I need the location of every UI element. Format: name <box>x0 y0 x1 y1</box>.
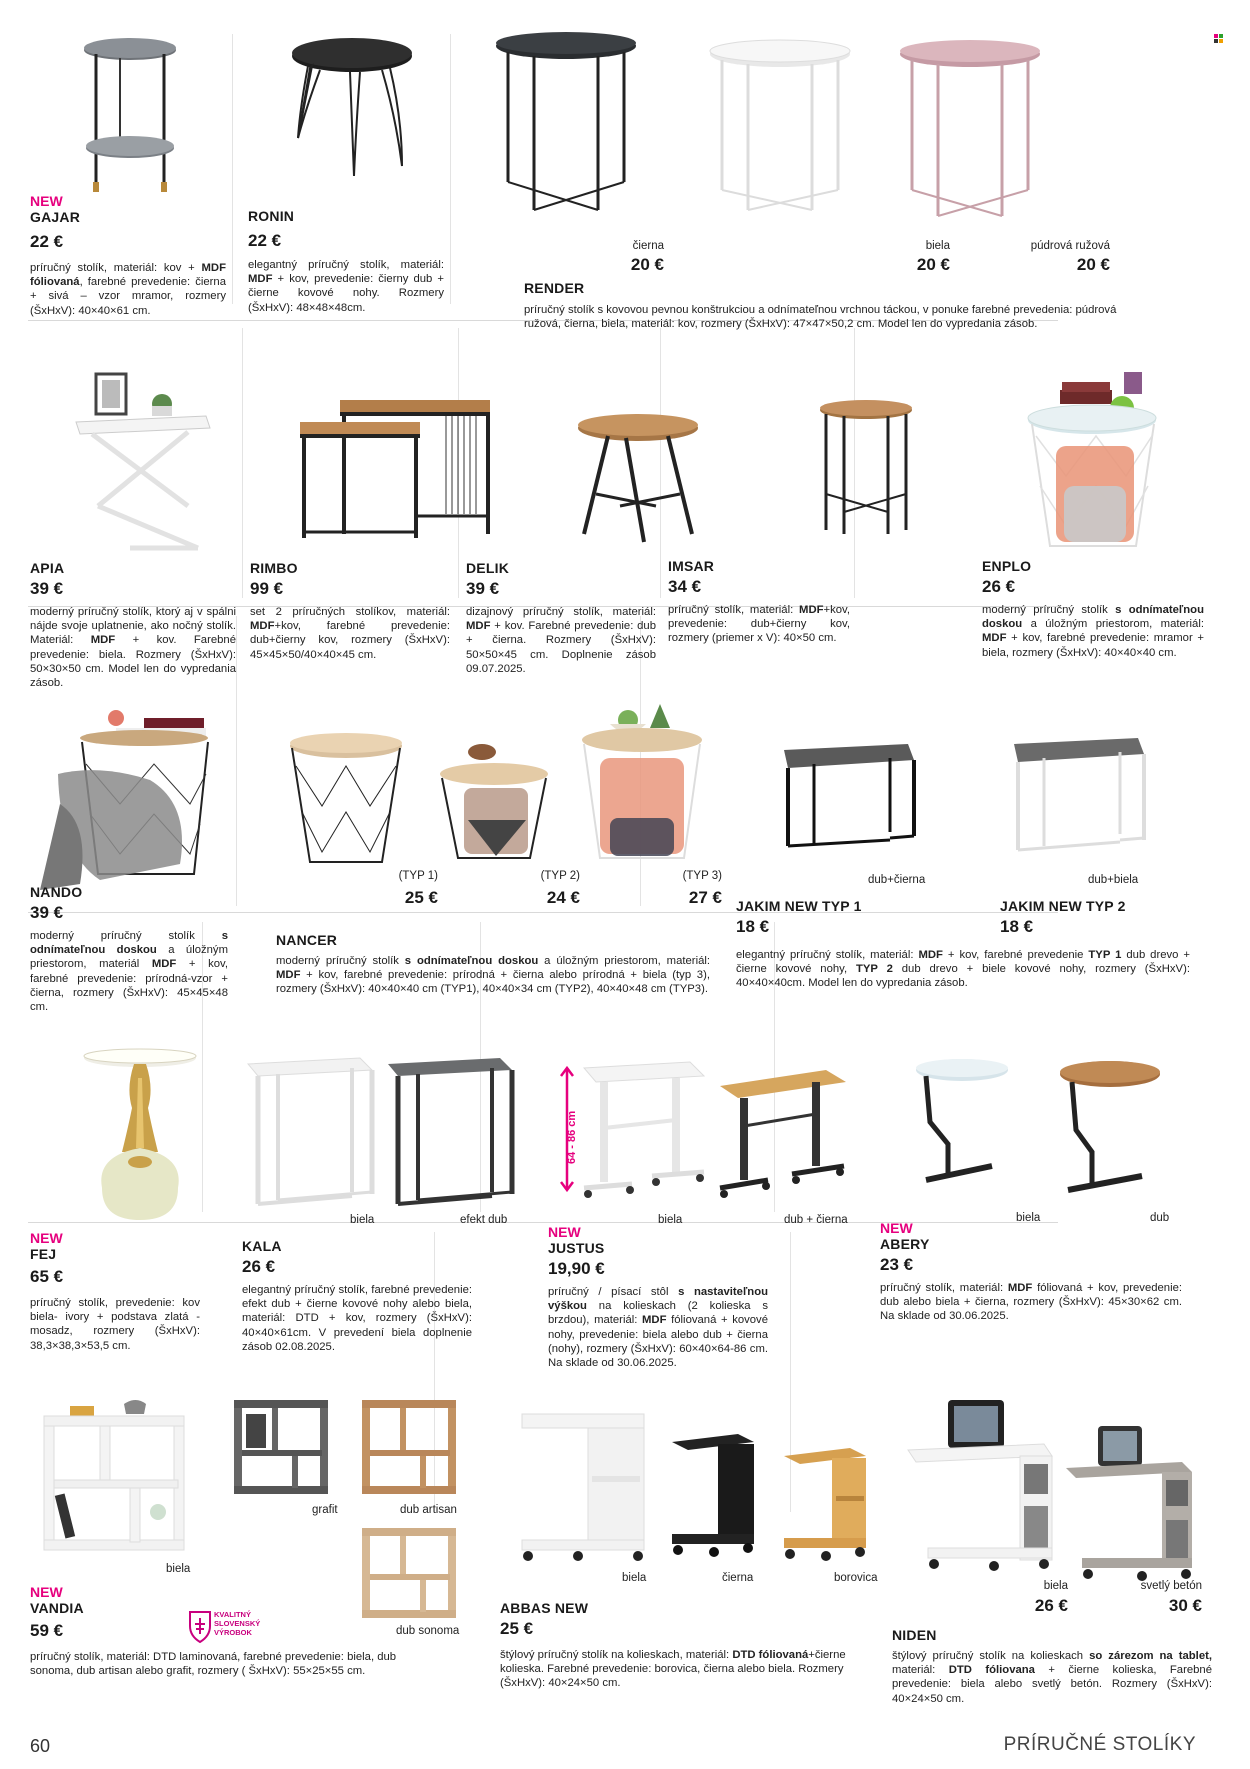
delik-product-image <box>576 414 704 544</box>
vandia-variant-label: dub sonoma <box>396 1625 460 1637</box>
enplo-description: moderný príručný stolík s odnímateľnou doskou a úložným priestorom, materiál: MDF + kov, farebné prevedenie: mramor + biela, rozmery (ŠxHxV): 40×40×40 cm. <box>982 604 1204 659</box>
abbas-price: 25 € <box>500 1619 534 1638</box>
nancer-typ3-image <box>580 698 706 870</box>
fej-price: 65 € <box>30 1267 64 1286</box>
rimbo-product-image <box>296 396 496 544</box>
niden-white-image <box>904 1398 1056 1574</box>
section-title: PRÍRUČNÉ STOLÍKY <box>1003 1734 1196 1755</box>
abery-name: ABERY <box>880 1236 930 1252</box>
col-divider <box>450 34 451 304</box>
nancer-description: moderný príručný stolík s odnímateľnou doskou a úložným priestorom, materiál: MDF + kov, farebné prevedenie: prírodná + čierna alebo prírodná + biela (typ 3), rozmery (ŠxHxV): 40×40×40 cm (TYP1), 40×40×34 cm (TYP2), 40×40×48 cm (TYP3). <box>276 955 711 996</box>
gajar-name: GAJAR <box>30 209 81 225</box>
kala-name: KALA <box>242 1238 282 1254</box>
niden-description: štýlový príručný stolík na kolieskach so zárezom na tablet, materiál: DTD fóliovana + čierne kolieska, Farebné prevedenie: biela alebo svetlý betón. Rozmery (ŠxHxV): 40×24×50 cm. <box>892 1650 1213 1705</box>
justus-variant-label: dub + čierna <box>784 1214 848 1226</box>
justus-price: 19,90 € <box>548 1259 605 1278</box>
abbas-description: štýlový príručný stolík na kolieskach, materiál: DTD fóliovaná+čierne kolieska. Farebné prevedenie: borovica, čierna alebo biela. Rozmery (ŠxHxV): 40×24×50 cm. <box>500 1649 846 1690</box>
abbas-pine-image <box>780 1446 872 1564</box>
render-black-image <box>494 32 640 218</box>
niden-name: NIDEN <box>892 1627 937 1643</box>
justus-new-badge: NEW <box>548 1224 581 1240</box>
vandia-variant-label: dub artisan <box>400 1504 457 1516</box>
vandia-artisan-image <box>360 1394 460 1498</box>
justus-white-image <box>580 1058 710 1208</box>
enplo-price: 26 € <box>982 577 1016 596</box>
render-pink-image <box>898 40 1046 218</box>
gajar-price: 22 € <box>30 232 64 251</box>
fej-new-badge: NEW <box>30 1230 63 1246</box>
niden-variant-price: 30 € <box>1168 1596 1202 1615</box>
abbas-white-image <box>518 1406 648 1562</box>
nancer-variant-label: (TYP 1) <box>398 870 438 882</box>
nando-name: NANDO <box>30 884 83 900</box>
imsar-name: IMSAR <box>668 558 715 574</box>
imsar-product-image <box>818 400 914 536</box>
apia-name: APIA <box>30 560 65 576</box>
render-description: príručný stolík s kovovou pevnou konštrukciou a odnímateľnou vrchnou táckou, v ponuke farebné prevedenia: púdrová ružová, čierna, biela, materiál: kov, rozmery (ŠxHxV): 47×47×50,2 cm. Model len do vypredania zásob. <box>524 304 1117 331</box>
delik-name: DELIK <box>466 560 509 576</box>
niden-variant-label: svetlý betón <box>1140 1580 1202 1592</box>
abery-oak-image <box>1058 1060 1166 1200</box>
gajar-product-image <box>80 36 190 196</box>
delik-description: dizajnový príručný stolík, materiál: MDF + kov. Farebné prevedenie: dub + čierna. Rozmery (ŠxHxV): 50×50×45 cm. Doplnenie zásob 09.07.2025. <box>466 606 656 675</box>
ronin-name: RONIN <box>248 208 295 224</box>
jakim1-price: 18 € <box>736 917 770 936</box>
rimbo-description: set 2 príručných stolíkov, materiál: MDF+kov, farebné prevedenie: dub+čierny kov, rozmery (ŠxHxV): 45×45×50/40×40×45 cm. <box>250 606 450 661</box>
kala-white-image <box>244 1054 376 1210</box>
abery-price: 23 € <box>880 1255 914 1274</box>
jakim2-variant-label: dub+biela <box>1088 874 1139 886</box>
abbas-variant-label: borovica <box>834 1572 878 1584</box>
render-variant-price: 20 € <box>1076 255 1110 274</box>
vandia-variant-label: biela <box>166 1563 191 1575</box>
kala-price: 26 € <box>242 1257 276 1276</box>
fej-description: príručný stolík, prevedenie: kov biela- ivory + podstava zlatá - mosadz, rozmery (ŠxHxV): 38,3×38,3×53,5 cm. <box>30 1297 200 1352</box>
abery-description: príručný stolík, materiál: MDF fóliovaná + kov, prevedenie: dub alebo biela + čierna, rozmery (ŠxHxV): 45×30×62 cm. Na sklade od 30.06.2025. <box>880 1282 1183 1323</box>
vandia-white-image <box>40 1394 190 1554</box>
apia-price: 39 € <box>30 579 64 598</box>
brand-mark-icon <box>1214 34 1224 44</box>
render-name: RENDER <box>524 280 585 296</box>
niden-variant-price: 26 € <box>1034 1596 1068 1615</box>
nancer-typ1-image <box>288 732 404 872</box>
abbas-name: ABBAS NEW <box>500 1600 589 1616</box>
jakim2-price: 18 € <box>1000 917 1034 936</box>
col-divider <box>232 34 233 304</box>
jakim1-variant-label: dub+čierna <box>868 874 926 886</box>
kala-variant-label: efekt dub <box>460 1214 508 1226</box>
render-white-image <box>708 40 852 216</box>
jakim-typ1-image <box>774 740 920 852</box>
render-variant-label: púdrová ružová <box>1030 240 1110 252</box>
vandia-price: 59 € <box>30 1621 64 1640</box>
justus-name: JUSTUS <box>548 1240 605 1256</box>
apia-product-image <box>72 370 212 556</box>
vandia-new-badge: NEW <box>30 1584 63 1600</box>
nando-product-image <box>40 704 246 890</box>
vandia-grafit-image <box>232 1394 332 1498</box>
jakim-typ2-image <box>1004 734 1150 856</box>
nando-price: 39 € <box>30 903 64 922</box>
enplo-product-image <box>1026 366 1162 562</box>
imsar-description: príručný stolík, materiál: MDF+kov, prevedenie: dub+čierny kov, rozmery (priemer x V): 40×50 cm. <box>668 604 850 645</box>
nancer-variant-price: 24 € <box>546 888 580 907</box>
justus-height-arrow-icon <box>560 1066 574 1192</box>
vandia-name: VANDIA <box>30 1600 84 1616</box>
justus-oak-image <box>716 1066 852 1206</box>
render-variant-price: 20 € <box>916 255 950 274</box>
nancer-typ2-image <box>438 740 550 870</box>
quality-badge-text: KVALITNÝ SLOVENSKÝ VÝROBOK <box>214 1610 261 1637</box>
page-number: 60 <box>30 1736 51 1756</box>
justus-height-label: 64 - 86 cm <box>566 1110 578 1164</box>
nancer-variant-price: 27 € <box>688 888 722 907</box>
kala-oak-image <box>384 1054 516 1210</box>
kala-description: elegantný príručný stolík, farebné prevedenie: efekt dub + čierne kovové nohy alebo biela, materiál: DTD + kov, rozmery (ŠxHxV): 40×40×61cm. V prevedení biela doplnenie zásob 02.08.2025. <box>242 1284 472 1353</box>
render-variant-price: 20 € <box>630 255 664 274</box>
fej-product-image <box>82 1048 198 1228</box>
render-variant-label: biela <box>925 240 950 252</box>
jakim2-name: JAKIM NEW TYP 2 <box>1000 898 1126 914</box>
niden-concrete-image <box>1062 1424 1196 1582</box>
justus-description: príručný / písací stôl s nastaviteľnou výškou na kolieskach (2 kolieska s brzdou), materiál: MDF fóliovaná + kovové nohy, prevedenie: biela alebo dub + čierna (nohy), rozmery (ŠxHxV): 60×40×64-86 cm. Na sklade od 30.06.2025. <box>548 1286 768 1370</box>
render-variant-label: čierna <box>632 240 664 252</box>
rimbo-name: RIMBO <box>250 560 298 576</box>
niden-variant-label: biela <box>1043 1580 1068 1592</box>
ronin-description: elegantný príručný stolík, materiál: MDF + kov, prevedenie: čierny dub + čierne kovové nohy. Rozmery (ŠxHxV): 48×48×48cm. <box>248 259 444 314</box>
ronin-product-image <box>290 38 420 188</box>
nancer-variant-label: (TYP 2) <box>540 870 580 882</box>
ronin-price: 22 € <box>248 231 282 250</box>
enplo-name: ENPLO <box>982 558 1032 574</box>
vandia-description: príručný stolík, materiál: DTD laminovaná, farebné prevedenie: biela, dub sonoma, dub artisan alebo grafit, rozmery ( ŠxHxV): 55×25×55 cm. <box>30 1651 397 1678</box>
apia-description: moderný príručný stolík, ktorý aj v spálni nájde svoje uplatnenie, ako nočný stolík. Materiál: MDF + kov. Farebné prevedenie: biela. Rozmery (ŠxHxV): 50×30×50 cm. Model len do vypredania zásob. <box>30 606 236 690</box>
rimbo-price: 99 € <box>250 579 284 598</box>
nancer-name: NANCER <box>276 932 338 948</box>
abbas-black-image <box>668 1430 760 1560</box>
nando-description: moderný príručný stolík s odnímateľnou doskou a úložným priestorom, materiál MDF + kov, farebné prevedenie: prírodná-vzor + čierna, rozmery (ŠxHxV): 45×45×48 cm. <box>30 930 228 1014</box>
jakim-description: elegantný príručný stolík, materiál: MDF + kov, farebné prevedenie TYP 1 dub drevo + čierne kovové nohy, TYP 2 dub drevo + biele kovové nohy, rozmery (ŠxHxV): 40×40×40cm. Model len do vypredania zásob. <box>736 949 1190 990</box>
abery-variant-label: dub <box>1150 1212 1170 1224</box>
delik-price: 39 € <box>466 579 500 598</box>
fej-name: FEJ <box>30 1246 57 1262</box>
jakim1-name: JAKIM NEW TYP 1 <box>736 898 862 914</box>
imsar-price: 34 € <box>668 577 702 596</box>
kala-variant-label: biela <box>350 1214 375 1226</box>
gajar-new-badge: NEW <box>30 193 63 209</box>
col-divider <box>242 328 243 598</box>
nancer-variant-label: (TYP 3) <box>682 870 722 882</box>
abery-white-image <box>912 1058 1012 1190</box>
abery-variant-label: biela <box>1016 1212 1041 1224</box>
vandia-variant-label: grafit <box>312 1504 338 1516</box>
nancer-variant-price: 25 € <box>404 888 438 907</box>
abbas-variant-label: čierna <box>722 1572 754 1584</box>
abbas-variant-label: biela <box>622 1572 647 1584</box>
abery-new-badge: NEW <box>880 1220 913 1236</box>
gajar-description: príručný stolík, materiál: kov + MDF fóliovaná, farebné prevedenie: čierna + sivá – vzor mramor, rozmery (ŠxHxV): 40×40×61 cm. <box>30 262 226 317</box>
justus-variant-label: biela <box>658 1214 683 1226</box>
